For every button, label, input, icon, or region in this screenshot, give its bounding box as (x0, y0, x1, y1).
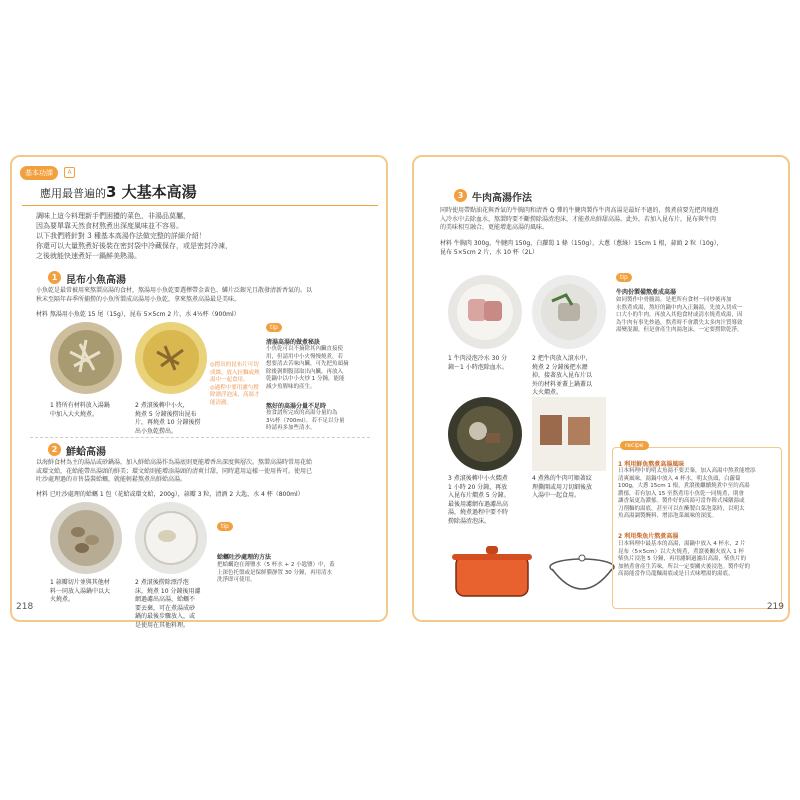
red-pot-illustration (448, 542, 538, 602)
section-2-title: 鮮蛤高湯 (66, 447, 106, 458)
tip-title: 清湯高湯的做煮秘訣 (266, 339, 321, 346)
clam-photo-1 (50, 502, 122, 574)
beef-soak-photo (448, 275, 522, 349)
desc-line: 小魚乾是最常被用來熬製高湯的食材，熬湯用小魚乾要選擇帶金黃色、鱗片泛銀光且散發清新香氣的。以 (36, 287, 313, 294)
white-pot-illustration (542, 547, 622, 602)
section-3-step-3: 3 煮滾後轉中小火燜煮 1 小時 20 分鐘，再放 入昆布片燜煮 5 分鐘。 最後用濾網布過濾出高 湯，燒煮過程中要不時 撈除湯渣泡沫。 (448, 475, 510, 525)
page-title (40, 181, 197, 202)
tip-text: 把蛤蠣泡在薄鹽水（5 杯水 + 2 小匙鹽）中，蓋 上深色托盤或是保鮮膜靜置 30 分鐘，再用清水 洗淨即可使用。 (217, 562, 335, 583)
corner-tab: 基本功課 (20, 166, 58, 180)
section-3-material: 材料 牛胸肉 300g，牛腱肉 150g，白蘿蔔 1 條（150g），大蔥（蔥綠）15cm 1 根，蒜頭 2 粒（10g）， 昆布 5×5cm 2 片，水 10 杯（2L） (440, 240, 723, 256)
beef-simmer-photo (448, 397, 522, 471)
anchovy-kelp-photo-2 (135, 322, 207, 394)
section-3-step-1: 1 牛肉浸泡冷水 30 分 鐘～1 小時泡除血水。 (448, 355, 508, 371)
section-divider (30, 437, 370, 438)
tip-text: 如同製作中骨髓湯，是把所有食材一同炒後再加 水熬煮成湯，熬好的鍋中肉入正鍋湯，先放入切成一 口大小的牛肉，再放入其他食材或清水燒煮成湯，因 為牛肉有事先炒過，熬煮時不會濃失太多肉汁質導致 湯變混濁，但是會產生肉湯泡沫，一定要撈除乾淨。 (616, 297, 743, 333)
section-2-badge: 2 (48, 443, 61, 456)
section-3-step-2: 2 把牛肉放入滾水中， 燒煮 2 分鐘後把水瀝 掉，接著放入昆布片以 外的材料並蓋上鍋蓋以 大火燜煮。 (532, 355, 593, 396)
tip-badge: tip (266, 323, 282, 332)
clam-photo-2 (135, 502, 207, 574)
intro-line: 以下我們將針對 3 種基本高湯作法做完整的詳細介紹！ (36, 232, 206, 240)
right-page (412, 155, 790, 622)
page-number: 219 (766, 602, 784, 612)
anchovy-kelp-photo-1 (50, 322, 122, 394)
section-1-badge: 1 (48, 271, 61, 284)
section-3-badge: 3 (454, 189, 467, 202)
section-2-step-1: 1 蒜瓣切片並與其他材 料一同放入湯鍋中以大 火燒煮。 (50, 579, 111, 603)
intro-line: 你還可以大量熬煮好後裝在密封袋中冷藏保存，或是密封冷凍， (36, 242, 232, 250)
intro-text (36, 211, 336, 261)
page-number: 218 (16, 602, 34, 612)
section-1-notes: ◎撈出的昆布片可切 成絲，放入拉麵或熱 湯中一起食用。 ◎過程中要用濾勺撈 除漂浮泡沫，高湯才 能清澈。 (210, 362, 260, 406)
tip-badge: tip (616, 273, 632, 282)
section-2-desc: 以海鮮食材為主的湯品或砂鍋湯，加入鮮蛤高湯作為湯底則更能增香出深度與層次。熬製高湯時常用花蛤 或環文蛤，花蛤能帶出湯頭的鮮美；環文蛤則能增添湯頭的清爽甘甜，同時還用這樣一使用皆可。使用已 吐沙處理過的市售袋裝蛤蠣，就能輕鬆熬煮出鮮蛤高湯。 (36, 459, 313, 483)
section-2-material: 材料 已吐沙處理的蛤蠣 1 包（花蛤或環文蛤，200g），蒜瓣 3 粒，清酒 2 大匙，水 4 杯（800ml） (36, 491, 304, 498)
section-1-title: 昆布小魚高湯 (66, 275, 126, 286)
recipe-2-title: 2 利用柴魚片熬煮高湯 (618, 533, 679, 540)
shredded-beef-photo (532, 397, 606, 471)
left-page (10, 155, 388, 629)
corner-num: A (64, 167, 75, 178)
tip-title: 牛肉份製備熬煮成高湯 (616, 289, 677, 296)
tip-text: 小魚乾可以不摘除其內臟直接使 用，但請用中小火慢慢燒煮，若 想要清去苦味內臟，可先把魚頭摘 除後剝開腹部取出內臟，再放入 乾鍋中以中小火炒 1 分鐘，能能 減少魚腥味的產生。 (266, 346, 349, 390)
recipe-1-text: 日本料理中的明太魚湯不要丟棄，加入高湯中熬煮能增添 清爽風味，湯鍋中放入 4 杯水，明太魚頭，白蘿蔔 100g，大蔥 15cm 1 根，煮滾後繼續燒煮中至約高湯 濃郁，若有加入 15 至熬煮用小魚乾一同燒煮，則會 讓香氣更為濃郁。製作好的高湯可當作韓式辣燉湯或 刀削麵的湯底，甚至可以在醃製白菜泡菜時，以明太 魚高湯調製醃料，增添泡菜風味的深度。 (618, 468, 756, 519)
section-1-material: 材料 熬湯用小魚乾 15 尾（15g），昆布 5×5cm 2 片，水 4½杯（900ml） (36, 311, 240, 318)
tip-title: 蛤蠣吐沙處理的方法 (217, 554, 272, 561)
section-3-desc: 同時使用帶點油花與香氣的牛胸肉和清香 Q 彈的牛腱肉製作牛肉高湯是最好不過的，熬煮前要先把肉塊泡 入冷水中去除血水，熬製時要不斷撈除湯渣泡沫，才能煮出鮮甜高湯。此外，若加入昆布片，昆布與牛肉 的美味相互融合，更能增進高湯的風味。 (440, 207, 719, 231)
title-divider (22, 205, 378, 206)
desc-line: 秋末至隔年春季所捕撈的小魚所製成高湯用小魚乾，拿來熬煮高湯最是美味。 (36, 295, 241, 303)
intro-line: 調味上這今料理新手們困擾的菜色，非湯品莫屬， (36, 212, 190, 220)
recipe-2-text: 日本料理中最基本的高湯，湯鍋中放入 4 杯水，2 片 昆布（5×5cm）以大火燒煮，煮滾後關火放入 1 杯 柴魚片浸泡 5 分鐘，再用濾網過濾出高湯，柴魚片的 加熱煮會產生苦味，所以一定要關火後浸泡。製作好的 高湯能當作烏龍麵湯底或是日式味噌湯的湯底。 (618, 541, 751, 577)
tip-2-title: 熬好的高湯分量不足時 (266, 403, 327, 410)
intro-line: 因為要單靠天然食材熬煮出深度風味並不容易。 (36, 222, 183, 230)
tip-badge: tip (217, 522, 233, 531)
section-3-title: 牛肉高湯作法 (472, 193, 532, 204)
intro-line: 之後就能快速煮好一鍋鮮美熱湯。 (36, 252, 141, 260)
section-3-step-4: 4 煮熟的牛肉可順著紋 理撕開或用刀切細後放 入湯中一起食用。 (532, 475, 593, 499)
title-main: 3 大基本高湯 (106, 183, 197, 201)
section-1-step-2: 2 煮滾後轉中小火， 燒煮 5 分鐘後撈出昆布 片，再燒煮 10 分鐘後撈 出小魚乾撈出。 (135, 402, 201, 435)
beef-boil-photo (532, 275, 606, 349)
section-2-step-2: 2 煮滾後撈除漂浮泡 沫，燒煮 10 分鐘後用濾 網過濾出高湯，蛤蠣不 要丟棄，可在煮湯成砂 鍋的最後步驟放入，或 是使用在其他料理。 (135, 579, 201, 629)
title-prefix: 應用最普遍的 (40, 187, 106, 200)
section-1-desc (36, 287, 376, 304)
tip-2-text: 按食譜所完成的高湯分量約為 3½杯（700ml），若不足以分量 時請再多加些清水。 (266, 410, 345, 431)
section-1-step-1: 1 將所有材料放入湯鍋 中加入大火燒煮。 (50, 402, 110, 418)
recipe-1-title: 1 利用鮮魚熬煮高湯風味 (618, 461, 685, 468)
recipe-badge: recipe (620, 441, 649, 450)
